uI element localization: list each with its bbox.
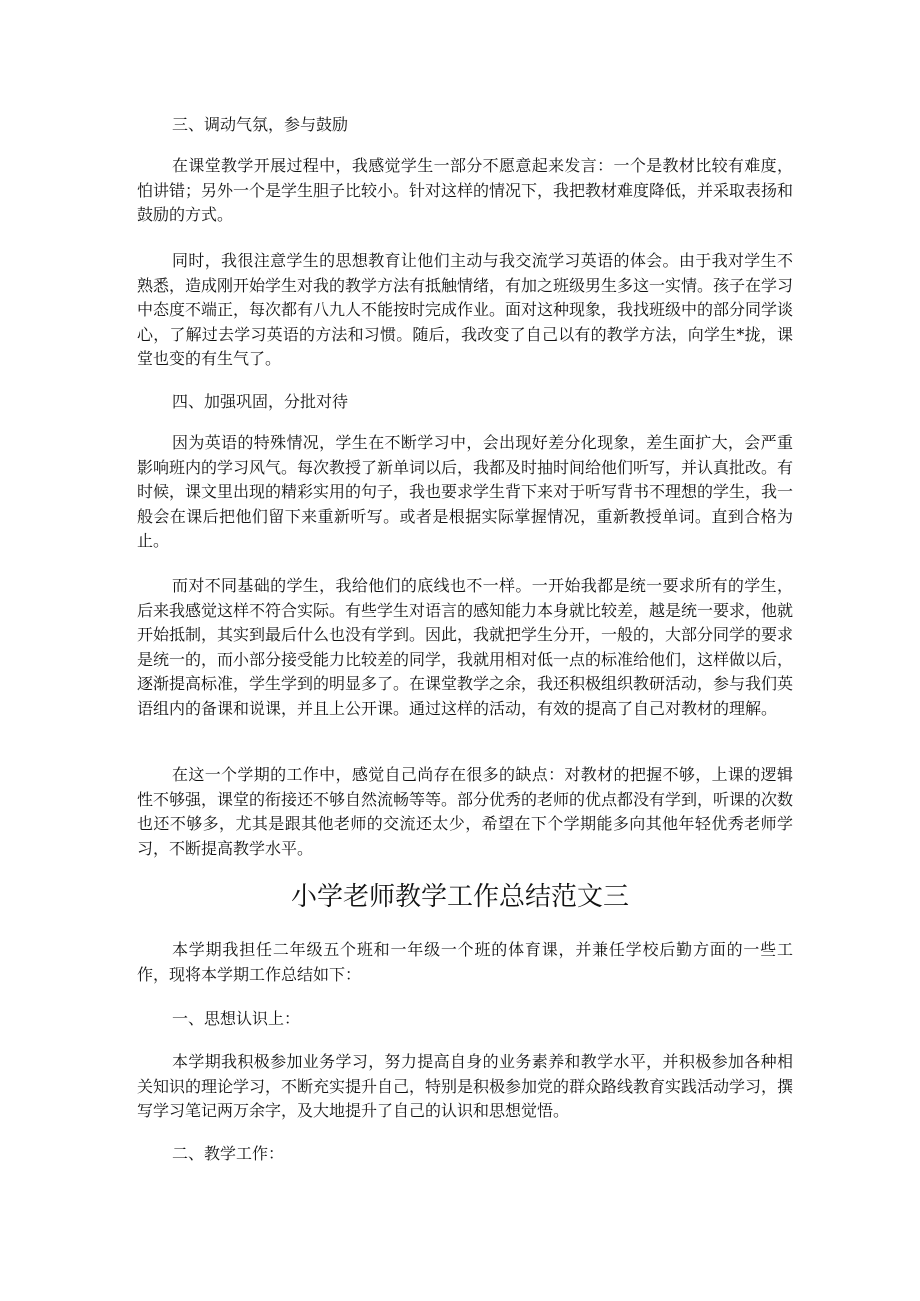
paragraph: 本学期我积极参加业务学习，努力提高自身的业务素养和教学水平，并积极参加各种相关知识的理论学习，不断充实提升自己，特别是积极参加党的群众路线教育实践活动学习，撰写学习笔记两万余字，及大地提升了自己的认识和思想觉悟。	[137, 1052, 794, 1120]
paragraph: 而对不同基础的学生，我给他们的底线也不一样。一开始我都是统一要求所有的学生，后来我感觉这样不符合实际。有些学生对语言的感知能力本身就比较差，越是统一要求，他就开始抵制，其实到最后什么也没有学到。因此，我就把学生分开，一般的，大部分同学的要求是统一的，而小部分接受能力比较差的同学，我就用相对低一点的标准给他们，这样做以后，逐渐提高标准，学生学到的明显多了。在课堂教学之余，我还积极组织教研活动，参与我们英语组内的备课和说课，并且上公开课。通过这样的活动，有效的提高了自己对教材的理解。	[137, 576, 794, 718]
section-heading-2: 二、教学工作：	[172, 1144, 285, 1163]
paragraph: 在课堂教学开展过程中，我感觉学生一部分不愿意起来发言：一个是教材比较有难度，怕讲错；另外一个是学生胆子比较小。针对这样的情况下，我把教材难度降低，并采取表扬和鼓励的方式。	[137, 156, 794, 224]
section-heading-4: 四、加强巩固，分批对待	[172, 392, 349, 411]
section-heading-1: 一、思想认识上：	[172, 1009, 301, 1028]
section-heading-3: 三、调动气氛，参与鼓励	[172, 115, 349, 134]
paragraph: 同时，我很注意学生的思想教育让他们主动与我交流学习英语的体会。由于我对学生不熟悉，造成刚开始学生对我的教学方法有抵触情绪，有加之班级男生多这一实情。孩子在学习中态度不端正，每次都有八九人不能按时完成作业。面对这种现象，我找班级中的部分同学谈心，了解过去学习英语的方法和习惯。随后，我改变了自己以有的教学方法，向学生*拢，课堂也变的有生气了。	[137, 251, 794, 368]
intro-paragraph: 本学期我担任二年级五个班和一年级一个班的体育课，并兼任学校后勤方面的一些工作，现将本学期工作总结如下：	[137, 940, 793, 984]
paragraph: 因为英语的特殊情况，学生在不断学习中，会出现好差分化现象，差生面扩大，会严重影响班内的学习风气。每次教授了新单词以后，我都及时抽时间给他们听写，并认真批改。有时候，课文里出现的精彩实用的句子，我也要求学生背下来对于听写背书不理想的学生，我一般会在课后把他们留下来重新听写。或者是根据实际掌握情况，重新教授单词。直到合格为止。	[137, 433, 794, 550]
paragraph: 在这一个学期的工作中，感觉自己尚存在很多的缺点：对教材的把握不够，上课的逻辑性不够强，课堂的衔接还不够自然流畅等等。部分优秀的老师的优点都没有学到，听课的次数也还不够多，尤其是跟其他老师的交流还太少，希望在下个学期能多向其他年轻优秀老师学习，不断提高教学水平。	[137, 765, 794, 858]
article-title: 小学老师教学工作总结范文三	[290, 882, 629, 912]
